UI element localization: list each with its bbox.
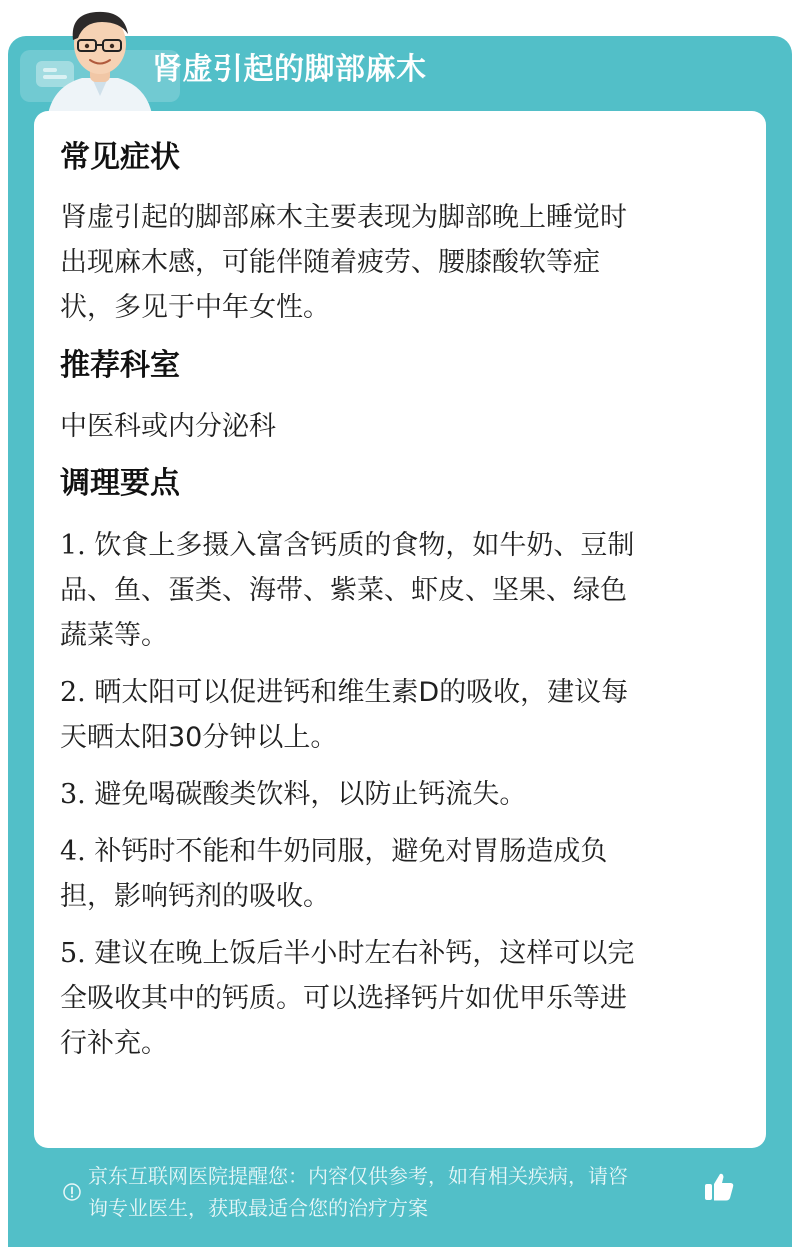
info-icon: [62, 1182, 82, 1202]
list-item: [60, 829, 730, 919]
page-title: 肾虚引起的脚部麻木: [152, 52, 427, 87]
item-line: 建议在晚上饭后半小时左右补钙，这样可以完: [94, 938, 635, 969]
item-line: 饮食上多摄入富含钙质的食物，如牛奶、豆制: [94, 530, 635, 561]
department-text: 中医科或内分泌科: [60, 411, 276, 442]
item-number: 4.: [60, 836, 86, 867]
disclaimer-text: [88, 1160, 698, 1224]
item-line: 补钙时不能和牛奶同服，避免对胃肠造成负: [94, 836, 608, 867]
symptoms-line: 肾虚引起的脚部麻木主要表现为脚部晚上睡觉时: [60, 202, 627, 233]
item-line: 天晒太阳30分钟以上。: [60, 722, 338, 753]
disclaimer-footer: [62, 1160, 702, 1230]
item-number: 3.: [60, 779, 86, 810]
disclaimer-line: 京东互联网医院提醒您：内容仅供参考，如有相关疾病，请咨: [88, 1164, 628, 1188]
item-line: 品、鱼、蛋类、海带、紫菜、虾皮、坚果、绿色: [60, 575, 627, 606]
item-number: 5.: [60, 938, 86, 969]
item-line: 担，影响钙剂的吸收。: [60, 881, 330, 912]
item-number: 2.: [60, 677, 86, 708]
item-line: 全吸收其中的钙质。可以选择钙片如优甲乐等进: [60, 983, 627, 1014]
list-item: [60, 670, 730, 760]
section-title-department: 推荐科室: [60, 348, 180, 383]
doctor-avatar: [40, 4, 160, 114]
symptoms-line: 状，多见于中年女性。: [60, 292, 330, 323]
list-item: [60, 772, 730, 817]
item-number: 1.: [60, 530, 86, 561]
content-body: [60, 138, 730, 1066]
list-item: [60, 523, 730, 658]
item-line: 行补充。: [60, 1028, 168, 1059]
section-title-care-tips: 调理要点: [60, 466, 180, 501]
section-title-symptoms: 常见症状: [60, 140, 180, 175]
item-line: 晒太阳可以促进钙和维生素D的吸收，建议每: [94, 677, 629, 708]
list-item: [60, 931, 730, 1066]
disclaimer-line: 询专业医生，获取最适合您的治疗方案: [88, 1196, 428, 1220]
symptoms-line: 出现麻木感，可能伴随着疲劳、腰膝酸软等症: [60, 247, 600, 278]
thumbs-up-icon[interactable]: [702, 1170, 736, 1204]
item-line: 避免喝碳酸类饮料，以防止钙流失。: [94, 779, 527, 810]
item-line: 蔬菜等。: [60, 620, 168, 651]
